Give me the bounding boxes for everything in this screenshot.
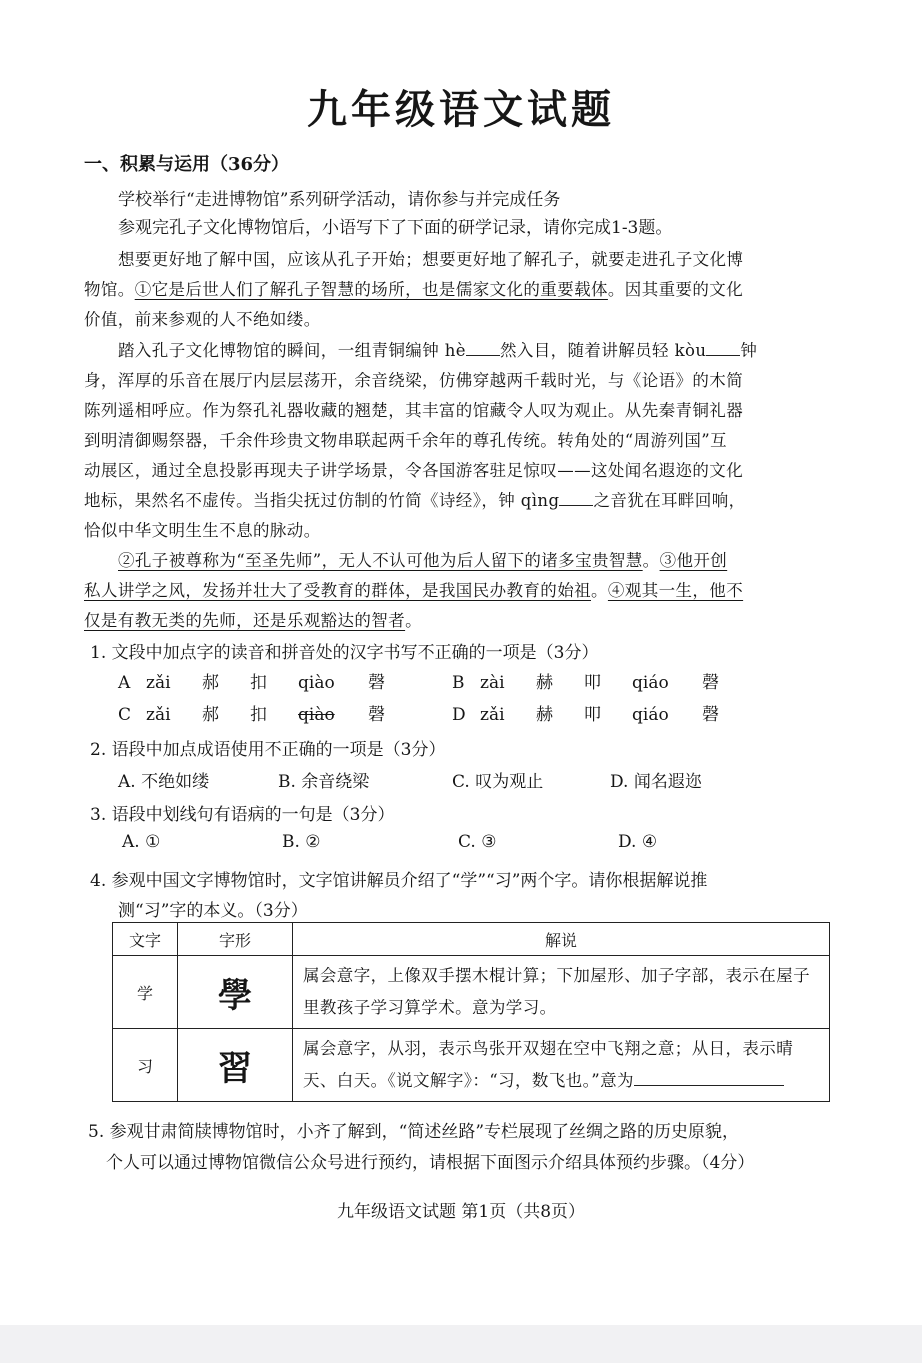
option-item: 扣	[250, 705, 267, 725]
passage-text: 地标，果然名不虚传。当指尖抚过仿制的竹简《诗经》，钟 qìng	[84, 491, 560, 510]
page-footer: 九年级语文试题 第1页（共8页）	[336, 1202, 586, 1222]
passage-text: 。因其重要的文化	[607, 280, 744, 299]
option-item: qiáo	[632, 673, 669, 693]
passage-line	[84, 487, 746, 511]
passage-line: 价值，前来参观的人不绝如缕。	[84, 310, 321, 329]
option-item: zǎi	[480, 705, 505, 725]
table-header-row	[113, 923, 830, 956]
passage-line	[118, 547, 727, 571]
table-cell-char: 学	[113, 956, 178, 1029]
passage-text: 踏入孔子文化博物馆的瞬间，一组青铜编钟 hè	[118, 341, 466, 360]
table-cell-char: 习	[113, 1029, 178, 1102]
intro-line: 参观完孔子文化博物馆后，小语写下了下面的研学记录，请你完成1-3题。	[118, 218, 673, 238]
passage-text: 钟	[740, 341, 758, 360]
option-item: zài	[480, 673, 505, 693]
passage-line: 到明清御赐祭器，千余件珍贵文物串联起两千余年的尊孔传统。转角处的“周游列国”互	[84, 431, 727, 450]
passage-line	[84, 276, 743, 300]
underlined-sentence-4-cont: 仅是有教无类的先师，还是乐观豁达的智者	[84, 611, 406, 630]
question-1-stem: 1. 文段中加点字的读音和拼音处的汉字书写不正确的一项是（3分）	[90, 643, 599, 663]
table-header: 文字	[113, 923, 178, 956]
option-item: zǎi	[146, 705, 171, 725]
answer-blank[interactable]	[559, 491, 593, 506]
q3-option-c[interactable]: C. ③	[458, 832, 497, 852]
underlined-sentence-3: ③他开创	[659, 551, 728, 570]
q1-option-a[interactable]	[118, 668, 385, 693]
question-5-stem: 5. 参观甘肃简牍博物馆时，小齐了解到，“简述丝路”专栏展现了丝绸之路的历史原貌，	[88, 1122, 740, 1142]
option-item: 磬	[702, 705, 719, 725]
answer-blank[interactable]	[706, 341, 740, 356]
option-item: 叩	[584, 705, 601, 725]
passage-line: 动展区，通过全息投影再现夫子讲学场景，令各国游客驻足惊叹——这处闻名遐迩的文化	[84, 461, 744, 480]
passage-line: 身，浑厚的乐音在展厅内层层荡开，余音绕梁，仿佛穿越两千载时光，与《论语》的木简	[84, 371, 744, 390]
table-row	[113, 956, 830, 1029]
q1-option-b[interactable]	[452, 668, 719, 693]
table-cell-desc	[293, 1029, 830, 1102]
option-item: 赫	[536, 673, 553, 693]
q1-option-c[interactable]	[118, 700, 385, 725]
option-item: zǎi	[146, 673, 171, 693]
passage-text: 之音犹在耳畔回响，	[593, 491, 746, 510]
passage-line	[118, 337, 757, 361]
underlined-sentence-1: ①它是后世人们了解孔子智慧的场所，也是儒家文化的重要载体	[134, 280, 608, 299]
option-label: A	[118, 673, 131, 693]
option-item: 郝	[202, 705, 219, 725]
passage-text: 。	[405, 611, 423, 630]
option-item: 叩	[584, 673, 601, 693]
passage-text: 。	[591, 581, 608, 600]
table-header: 字形	[178, 923, 293, 956]
option-label: C	[118, 705, 132, 725]
option-item: 郝	[202, 673, 219, 693]
ancient-glyph: 習	[178, 1029, 293, 1102]
ancient-glyph: 學	[178, 956, 293, 1029]
question-4-stem: 4. 参观中国文字博物馆时，文字馆讲解员介绍了“学”“习”两个字。请你根据解说推	[90, 871, 708, 891]
viewer-bottom-strip	[0, 1325, 922, 1363]
option-item: 磬	[702, 673, 719, 693]
option-item: qiào	[298, 673, 335, 693]
intro-line: 学校举行“走进博物馆”系列研学活动，请你参与并完成任务	[118, 190, 561, 210]
passage-line: 恰似中华文明生生不息的脉动。	[84, 521, 321, 540]
option-item: qiáo	[632, 705, 669, 725]
q3-option-a[interactable]: A. ①	[122, 832, 161, 852]
option-item: 磬	[368, 705, 385, 725]
option-label: D	[452, 705, 466, 725]
underlined-sentence-2: ②孔子被尊称为“至圣先师”，无人不认可他为后人留下的诸多宝贵智慧	[118, 551, 643, 570]
underlined-sentence-3-cont: 私人讲学之风，发扬并壮大了受教育的群体，是我国民办教育的始祖	[84, 581, 591, 600]
q3-option-d[interactable]: D. ④	[618, 832, 658, 852]
desc-text: 属会意字，从羽，表示鸟张开双翅在空中飞翔之意；从日，表示晴天、白天。《说文解字》：“习，数飞也。”意为	[303, 1039, 794, 1090]
section-heading: 一、积累与运用（36分）	[84, 154, 290, 175]
table-cell-desc: 属会意字，上像双手摆木棍计算；下加屋形、加子字部，表示在屋子里教孩子学习算学术。意为学习。	[293, 956, 830, 1029]
option-label: B	[452, 673, 465, 693]
question-4-stem: 测“习”字的本义。（3分）	[118, 901, 308, 921]
passage-text: 。	[642, 551, 660, 570]
q2-option-b[interactable]: B. 余音绕梁	[278, 772, 370, 792]
answer-blank[interactable]	[466, 341, 500, 356]
passage-line	[84, 577, 743, 601]
option-item: 磬	[368, 673, 385, 693]
question-3-stem: 3. 语段中划线句有语病的一句是（3分）	[90, 805, 395, 825]
passage-text: 物馆。	[84, 280, 135, 299]
q2-option-c[interactable]: C. 叹为观止	[452, 772, 544, 792]
question-5-stem: 个人可以通过博物馆微信公众号进行预约，请根据下面图示介绍具体预约步骤。（4分）	[106, 1153, 755, 1173]
passage-line: 陈列遥相呼应。作为祭孔礼器收藏的翘楚，其丰富的馆藏令人叹为观止。从先秦青铜礼器	[84, 401, 744, 420]
passage-text: 然入目，随着讲解员轻 kòu	[499, 341, 707, 360]
passage-line	[84, 607, 422, 631]
q2-option-d[interactable]: D. 闻名遐迩	[610, 772, 702, 792]
question-2-stem: 2. 语段中加点成语使用不正确的一项是（3分）	[90, 740, 446, 760]
option-item: 赫	[536, 705, 553, 725]
table-header: 解说	[293, 923, 830, 956]
option-item: 扣	[250, 673, 267, 693]
option-item: qiào	[298, 705, 335, 725]
answer-blank[interactable]	[634, 1071, 784, 1086]
table-row	[113, 1029, 830, 1102]
page-title: 九年级语文试题	[307, 86, 615, 133]
q3-option-b[interactable]: B. ②	[282, 832, 321, 852]
q2-option-a[interactable]: A. 不绝如缕	[118, 772, 210, 792]
passage-line: 想要更好地了解中国，应该从孔子开始；想要更好地了解孔子，就要走进孔子文化博	[118, 250, 744, 269]
character-table	[112, 922, 830, 1102]
q1-option-d[interactable]	[452, 700, 719, 725]
underlined-sentence-4: ④观其一生，他不	[607, 581, 744, 600]
